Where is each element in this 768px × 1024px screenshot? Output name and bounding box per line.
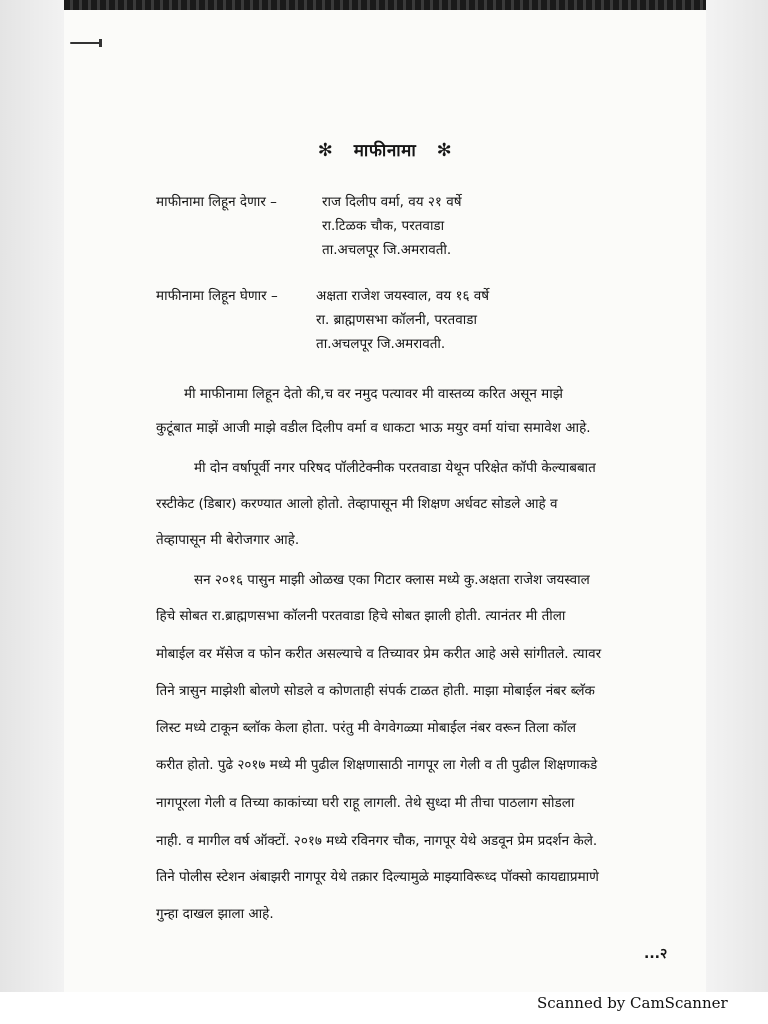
scan-left-margin: [0, 0, 64, 992]
receiver-block: [156, 284, 676, 364]
body-line: मोबाईल वर मॅसेज व फोन करीत असल्याचे व तिच्यावर प्रेम करीत आहे असे सांगीतले. त्यावर: [156, 646, 602, 662]
giver-district-line: ता.अचलपूर जि.अमरावती.: [322, 242, 452, 258]
body-line: रस्टीकेट (डिबार) करण्यात आलो होतो. तेव्हापासून मी शिक्षण अर्धवट सोडले आहे व: [156, 496, 558, 512]
giver-role-label: माफीनामा लिहून देणार –: [156, 194, 277, 210]
document-title: [64, 138, 706, 161]
receiver-role-label: माफीनामा लिहून घेणार –: [156, 288, 278, 304]
body-line: मी माफीनामा लिहून देतो की,च वर नमुद पत्यावर मी वास्तव्य करित असून माझे: [184, 386, 563, 402]
body-line: तिने पोलीस स्टेशन अंबाझरी नागपूर येथे तक्रार दिल्यामुळे माझ्याविरूध्द पॉक्सो कायद्याप्रमाणे: [156, 869, 599, 885]
receiver-name-line: अक्षता राजेश जयस्वाल, वय १६ वर्षे: [316, 288, 490, 304]
body-line: नाही. व मागील वर्ष ऑक्टों. २०१७ मध्ये रविनगर चौक, नागपूर येथे अडवून प्रेम प्रदर्शन केले.: [156, 833, 598, 849]
title-text: माफीनामा: [353, 141, 417, 161]
scan-top-border: [64, 0, 706, 10]
giver-details: [322, 190, 462, 262]
giver-address-line: रा.टिळक चौक, परतवाडा: [322, 218, 445, 234]
title-star-left: ✻: [317, 140, 334, 161]
document-page: [64, 10, 706, 992]
body-line: तेव्हापासून मी बेरोजगार आहे.: [156, 532, 300, 548]
body-line: लिस्ट मध्ये टाकून ब्लॉक केला होता. परंतु मी वेगवेगळ्या मोबाईल नंबर वरून तिला कॉल: [156, 720, 577, 736]
camscanner-watermark: Scanned by CamScanner: [537, 994, 728, 1012]
scan-right-margin: [706, 0, 768, 992]
body-line: कुटूंबात माझें आजी माझे वडील दिलीप वर्मा व धाकटा भाऊ मयुर वर्मा यांचा समावेश आहे.: [156, 420, 591, 436]
body-line: गुन्हा दाखल झाला आहे.: [156, 906, 274, 922]
giver-block: [156, 190, 676, 270]
body-line: मी दोन वर्षापूर्वी नगर परिषद पॉलीटेक्नीक परतवाडा येथून परिक्षेत कॉपी केल्याबबात: [194, 460, 596, 476]
page-continuation-marker: ...२: [644, 946, 668, 962]
receiver-district-line: ता.अचलपूर जि.अमरावती.: [316, 336, 446, 352]
title-star-right: ✻: [436, 140, 453, 161]
body-line: करीत होतो. पुढे २०१७ मध्ये मी पुढील शिक्षणासाठी नागपूर ला गेली व ती पुढील शिक्षणाकडे: [156, 757, 598, 773]
receiver-details: [316, 284, 489, 356]
giver-name-line: राज दिलीप वर्मा, वय २१ वर्षे: [322, 194, 462, 210]
receiver-address-line: रा. ब्राह्मणसभा कॉलनी, परतवाडा: [316, 312, 477, 328]
body-line: तिने त्रासुन माझेशी बोलणे सोडले व कोणताही संपर्क टाळत होती. माझा मोबाईल नंबर ब्लॅक: [156, 683, 595, 699]
body-line: सन २०१६ पासुन माझी ओळख एका गिटार क्लास मध्ये कु.अक्षता राजेश जयस्वाल: [194, 572, 590, 588]
body-line: नागपूरला गेली व तिच्या काकांच्या घरी राहू लागली. तेथे सुध्दा मी तीचा पाठलाग सोडला: [156, 795, 575, 811]
body-line: हिचे सोबत रा.ब्राह्मणसभा कॉलनी परतवाडा हिचे सोबत झाली होती. त्यानंतर मी तीला: [156, 608, 566, 624]
